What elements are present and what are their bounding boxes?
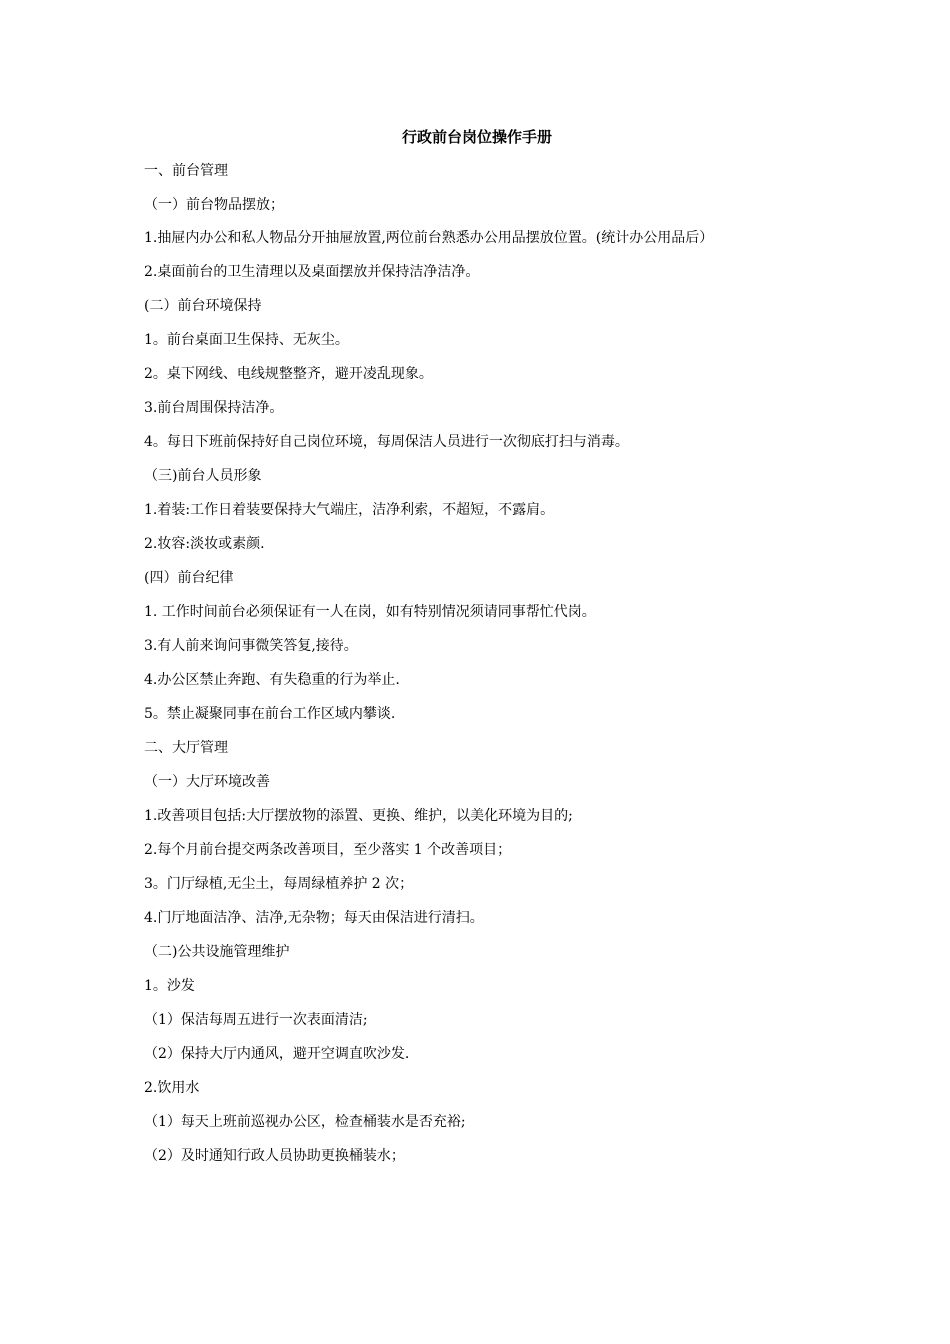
paragraph-line: 4.办公区禁止奔跑、有失稳重的行为举止.	[144, 672, 400, 688]
section-heading: 二、大厅管理	[144, 740, 228, 756]
paragraph-line: 1. 工作时间前台必须保证有一人在岗，如有特别情况须请同事帮忙代岗。	[144, 604, 596, 620]
paragraph-line: 1.改善项目包括:大厅摆放物的添置、更换、维护，以美化环境为目的;	[144, 808, 573, 824]
paragraph-line: 1.抽屉内办公和私人物品分开抽屉放置,两位前台熟悉办公用品摆放位置。(统计办公用品后）	[144, 230, 714, 246]
paragraph-line: 3.前台周围保持洁净。	[144, 400, 284, 416]
paragraph-line: 1.着装:工作日着装要保持大气端庄，洁净利索，不超短，不露肩。	[144, 502, 555, 518]
paragraph-line: 1。前台桌面卫生保持、无灰尘。	[144, 332, 349, 348]
paragraph-line: 2.每个月前台提交两条改善项目，至少落实 1 个改善项目；	[144, 842, 512, 858]
paragraph-line: 2.妆容:淡妆或素颜.	[144, 536, 265, 552]
subsection-heading: （一）前台物品摆放；	[144, 197, 284, 213]
paragraph-line: （2）保持大厅内通风，避开空调直吹沙发.	[144, 1046, 410, 1062]
subsection-heading: （二)公共设施管理维护	[144, 944, 290, 960]
paragraph-line: 3.有人前来询问事微笑答复,接待。	[144, 638, 358, 654]
paragraph-line: 3。门厅绿植,无尘土，每周绿植养护 2 次；	[144, 876, 414, 892]
subsection-heading: （三)前台人员形象	[144, 468, 262, 484]
paragraph-line: （2）及时通知行政人员协助更换桶装水；	[144, 1148, 405, 1164]
paragraph-line: （1）保洁每周五进行一次表面清洁;	[144, 1012, 368, 1028]
paragraph-line: 2.饮用水	[144, 1080, 200, 1096]
section-heading: 一、前台管理	[144, 163, 228, 179]
paragraph-line: 1。沙发	[144, 978, 195, 994]
paragraph-line: 4。每日下班前保持好自己岗位环境，每周保洁人员进行一次彻底打扫与消毒。	[144, 434, 629, 450]
subsection-heading: (四）前台纪律	[144, 570, 234, 586]
subsection-heading: (二）前台环境保持	[144, 298, 262, 314]
paragraph-line: （1）每天上班前巡视办公区，检查桶装水是否充裕;	[144, 1114, 466, 1130]
paragraph-line: 4.门厅地面洁净、洁净,无杂物；每天由保洁进行清扫。	[144, 910, 484, 926]
paragraph-line: 5。禁止凝聚同事在前台工作区域内攀谈.	[144, 706, 396, 722]
paragraph-line: 2。桌下网线、电线规整整齐，避开凌乱现象。	[144, 366, 433, 382]
subsection-heading: （一）大厅环境改善	[144, 774, 270, 790]
document-title: 行政前台岗位操作手册	[401, 128, 552, 146]
paragraph-line: 2.桌面前台的卫生清理以及桌面摆放并保持洁净洁净。	[144, 264, 480, 280]
